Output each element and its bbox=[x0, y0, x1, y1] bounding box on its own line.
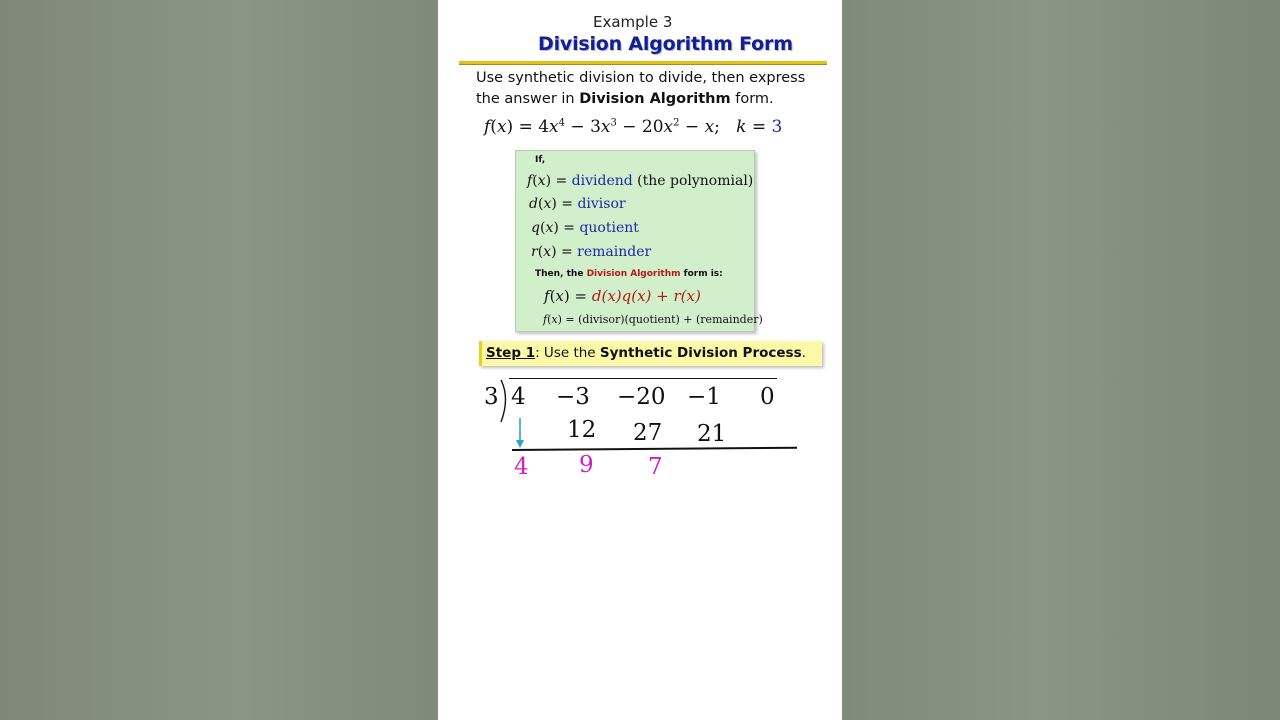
definitions-box bbox=[515, 150, 763, 332]
step-1-label: Step 1 bbox=[486, 345, 536, 361]
definitions-if-label: If, bbox=[535, 155, 546, 165]
formula-x: x bbox=[555, 287, 564, 305]
coefficient-3: −20 bbox=[617, 384, 666, 410]
instructions-line-2-bold: Division Algorithm bbox=[579, 91, 731, 107]
def-x-r: x bbox=[543, 244, 552, 260]
problem-term-2: − 3 bbox=[565, 117, 601, 137]
left-backdrop bbox=[0, 0, 438, 720]
definition-row-dividend: f(x) = dividend (the polynomial) bbox=[527, 173, 754, 189]
step-1-colon: : Use the bbox=[535, 345, 600, 361]
def-x-f: x bbox=[537, 173, 546, 189]
def-fn-q: q bbox=[531, 220, 540, 236]
words-f: f bbox=[543, 313, 548, 326]
problem-k-value: 3 bbox=[771, 117, 783, 137]
division-algorithm-words: f(x) = (divisor)(quotient) + (remainder) bbox=[543, 313, 763, 326]
problem-k-eq: = bbox=[746, 117, 772, 137]
then-pre: Then, the bbox=[535, 269, 587, 279]
result-1: 4 bbox=[514, 454, 529, 480]
problem-exp-3: 2 bbox=[673, 117, 680, 129]
instructions-line-1: Use synthetic division to divide, then express bbox=[476, 70, 806, 86]
sum-rule bbox=[512, 447, 797, 451]
division-algorithm-formula: f(x) = d(x)q(x) + r(x) bbox=[544, 287, 701, 305]
problem-x2: x bbox=[600, 117, 611, 137]
definition-row-remainder: r(x) = remainder bbox=[531, 244, 652, 260]
step-1-text bbox=[486, 345, 806, 361]
coefficient-2: −3 bbox=[556, 384, 590, 410]
formula-rhs: d(x)q(x) + r(x) bbox=[591, 287, 701, 305]
formula-f: f bbox=[544, 287, 550, 305]
words-rhs: (divisor)(quotient) + (remainder) bbox=[578, 313, 763, 326]
words-x: x bbox=[551, 313, 558, 326]
def-term-divisor: divisor bbox=[577, 196, 626, 212]
def-term-remainder: remainder bbox=[577, 244, 652, 260]
def-x-d: x bbox=[543, 196, 552, 212]
def-fn-f: f bbox=[527, 173, 533, 189]
synthetic-divisor: 3 bbox=[484, 384, 499, 410]
slide-page bbox=[438, 0, 842, 720]
problem-statement: $f(x) = 4x^4 - 3x^3 - 20x^2 - x$; k = 3 bbox=[484, 117, 783, 137]
coefficient-4: −1 bbox=[687, 384, 721, 410]
coefficient-1: 4 bbox=[511, 384, 526, 410]
problem-x4: x bbox=[704, 117, 715, 137]
coefficient-5: 0 bbox=[760, 384, 775, 410]
instructions bbox=[476, 68, 805, 110]
instructions-line-2-post: form. bbox=[730, 91, 774, 107]
definitions-then-label bbox=[535, 269, 723, 279]
def-fn-r: r bbox=[531, 244, 538, 260]
definition-row-quotient: q(x) = quotient bbox=[531, 220, 639, 236]
problem-term-3: − 20 bbox=[616, 117, 664, 137]
problem-exp-1: 4 bbox=[558, 117, 566, 129]
problem-term-4: − bbox=[679, 117, 705, 137]
result-3: 7 bbox=[648, 454, 663, 480]
definition-row-divisor: d(x) = divisor bbox=[529, 196, 626, 212]
problem-x3: x bbox=[663, 117, 674, 137]
instructions-line-2-pre: the answer in bbox=[476, 91, 580, 107]
product-2: 27 bbox=[633, 420, 663, 446]
problem-semicolon: ; bbox=[714, 117, 720, 137]
def-extra-dividend: (the polynomial) bbox=[632, 173, 754, 189]
page-title: Division Algorithm Form bbox=[538, 33, 793, 55]
instructions-line-2 bbox=[476, 89, 805, 110]
problem-f: f bbox=[484, 117, 491, 137]
product-1: 12 bbox=[567, 417, 597, 443]
right-backdrop bbox=[842, 0, 1280, 720]
step-1-bold: Synthetic Division Process bbox=[599, 345, 802, 361]
product-3: 21 bbox=[697, 421, 727, 447]
example-label: Example 3 bbox=[593, 13, 673, 31]
step-1-end: . bbox=[801, 345, 806, 361]
bring-down-arrow-icon bbox=[514, 416, 526, 450]
problem-x1: x bbox=[549, 117, 559, 137]
then-post: form is: bbox=[680, 269, 723, 279]
def-x-q: x bbox=[545, 220, 554, 236]
top-rule bbox=[509, 378, 777, 379]
def-fn-d: d bbox=[529, 196, 538, 212]
step-1-banner bbox=[479, 341, 822, 366]
problem-k: k bbox=[736, 117, 747, 137]
problem-exp-2: 3 bbox=[610, 117, 617, 129]
problem-eq: = 4 bbox=[513, 117, 550, 137]
then-highlight: Division Algorithm bbox=[586, 269, 681, 279]
def-term-quotient: quotient bbox=[579, 220, 639, 236]
result-2: 9 bbox=[579, 452, 594, 478]
problem-x: x bbox=[496, 117, 507, 137]
def-term-dividend: dividend bbox=[571, 173, 633, 189]
title-underline bbox=[459, 61, 827, 65]
